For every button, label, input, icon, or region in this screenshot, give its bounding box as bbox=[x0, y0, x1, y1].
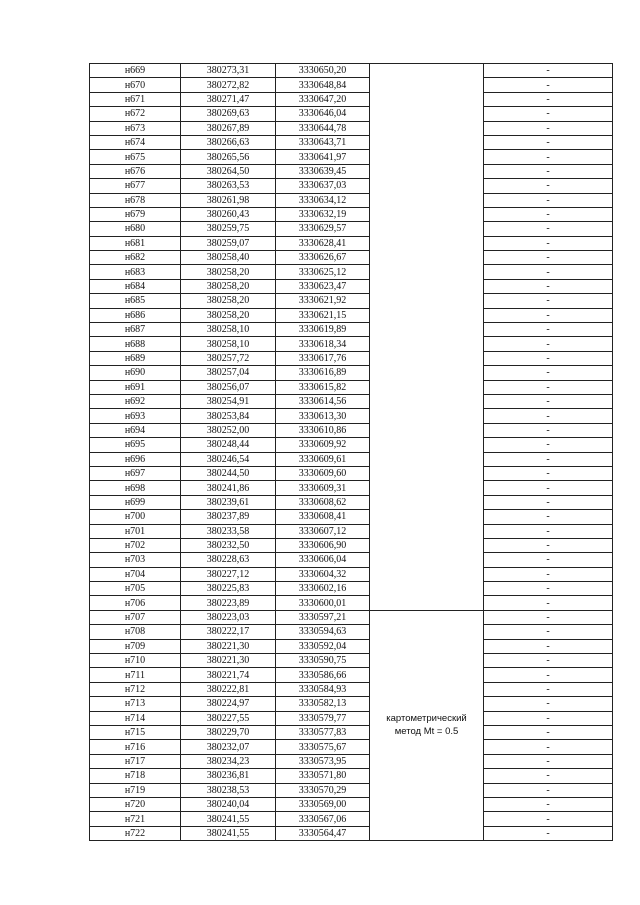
y-coordinate-cell: 3330575,67 bbox=[276, 740, 370, 754]
error-cell: - bbox=[484, 797, 613, 811]
error-cell: - bbox=[484, 567, 613, 581]
table-row bbox=[90, 251, 613, 265]
x-coordinate-cell: 380258,20 bbox=[181, 279, 276, 293]
y-coordinate-cell: 3330626,67 bbox=[276, 251, 370, 265]
x-coordinate-cell: 380224,97 bbox=[181, 697, 276, 711]
x-coordinate-cell: 380267,89 bbox=[181, 121, 276, 135]
point-name-cell: н717 bbox=[90, 754, 181, 768]
error-cell: - bbox=[484, 596, 613, 610]
y-coordinate-cell: 3330634,12 bbox=[276, 193, 370, 207]
y-coordinate-cell: 3330644,78 bbox=[276, 121, 370, 135]
method-cell bbox=[370, 610, 484, 840]
error-cell: - bbox=[484, 481, 613, 495]
point-name-cell: н701 bbox=[90, 524, 181, 538]
x-coordinate-cell: 380241,86 bbox=[181, 481, 276, 495]
point-name-cell: н722 bbox=[90, 826, 181, 840]
x-coordinate-cell: 380232,50 bbox=[181, 538, 276, 552]
table-row bbox=[90, 826, 613, 840]
point-name-cell: н697 bbox=[90, 466, 181, 480]
point-name-cell: н688 bbox=[90, 337, 181, 351]
y-coordinate-cell: 3330629,57 bbox=[276, 222, 370, 236]
error-cell: - bbox=[484, 711, 613, 725]
point-name-cell: н681 bbox=[90, 236, 181, 250]
y-coordinate-cell: 3330569,00 bbox=[276, 797, 370, 811]
y-coordinate-cell: 3330604,32 bbox=[276, 567, 370, 581]
point-name-cell: н682 bbox=[90, 251, 181, 265]
table-row bbox=[90, 337, 613, 351]
point-name-cell: н687 bbox=[90, 323, 181, 337]
y-coordinate-cell: 3330584,93 bbox=[276, 682, 370, 696]
y-coordinate-cell: 3330586,66 bbox=[276, 668, 370, 682]
error-cell: - bbox=[484, 740, 613, 754]
x-coordinate-cell: 380227,55 bbox=[181, 711, 276, 725]
x-coordinate-cell: 380228,63 bbox=[181, 553, 276, 567]
point-name-cell: н679 bbox=[90, 207, 181, 221]
table-row bbox=[90, 236, 613, 250]
x-coordinate-cell: 380254,91 bbox=[181, 394, 276, 408]
error-cell: - bbox=[484, 207, 613, 221]
x-coordinate-cell: 380256,07 bbox=[181, 380, 276, 394]
error-cell: - bbox=[484, 826, 613, 840]
y-coordinate-cell: 3330648,84 bbox=[276, 78, 370, 92]
y-coordinate-cell: 3330573,95 bbox=[276, 754, 370, 768]
point-name-cell: н691 bbox=[90, 380, 181, 394]
table-row bbox=[90, 610, 613, 624]
point-name-cell: н690 bbox=[90, 366, 181, 380]
point-name-cell: н684 bbox=[90, 279, 181, 293]
error-cell: - bbox=[484, 438, 613, 452]
y-coordinate-cell: 3330609,61 bbox=[276, 452, 370, 466]
point-name-cell: н716 bbox=[90, 740, 181, 754]
x-coordinate-cell: 380222,81 bbox=[181, 682, 276, 696]
x-coordinate-cell: 380227,12 bbox=[181, 567, 276, 581]
x-coordinate-cell: 380259,75 bbox=[181, 222, 276, 236]
y-coordinate-cell: 3330609,31 bbox=[276, 481, 370, 495]
error-cell: - bbox=[484, 222, 613, 236]
error-cell: - bbox=[484, 682, 613, 696]
point-name-cell: н715 bbox=[90, 725, 181, 739]
table-row bbox=[90, 740, 613, 754]
table-row bbox=[90, 279, 613, 293]
table-row bbox=[90, 797, 613, 811]
point-name-cell: н698 bbox=[90, 481, 181, 495]
coordinates-table-body bbox=[90, 64, 613, 841]
x-coordinate-cell: 380246,54 bbox=[181, 452, 276, 466]
error-cell: - bbox=[484, 294, 613, 308]
error-cell: - bbox=[484, 64, 613, 78]
table-row bbox=[90, 92, 613, 106]
error-cell: - bbox=[484, 279, 613, 293]
table-row bbox=[90, 466, 613, 480]
point-name-cell: н718 bbox=[90, 769, 181, 783]
error-cell: - bbox=[484, 366, 613, 380]
table-row bbox=[90, 207, 613, 221]
y-coordinate-cell: 3330577,83 bbox=[276, 725, 370, 739]
error-cell: - bbox=[484, 135, 613, 149]
x-coordinate-cell: 380261,98 bbox=[181, 193, 276, 207]
x-coordinate-cell: 380229,70 bbox=[181, 725, 276, 739]
table-row bbox=[90, 711, 613, 725]
table-row bbox=[90, 193, 613, 207]
error-cell: - bbox=[484, 452, 613, 466]
x-coordinate-cell: 380258,20 bbox=[181, 294, 276, 308]
x-coordinate-cell: 380221,30 bbox=[181, 654, 276, 668]
point-name-cell: н675 bbox=[90, 150, 181, 164]
point-name-cell: н721 bbox=[90, 812, 181, 826]
y-coordinate-cell: 3330621,92 bbox=[276, 294, 370, 308]
point-name-cell: н696 bbox=[90, 452, 181, 466]
error-cell: - bbox=[484, 265, 613, 279]
point-name-cell: н669 bbox=[90, 64, 181, 78]
x-coordinate-cell: 380225,83 bbox=[181, 582, 276, 596]
point-name-cell: н683 bbox=[90, 265, 181, 279]
table-row bbox=[90, 481, 613, 495]
error-cell: - bbox=[484, 754, 613, 768]
error-cell: - bbox=[484, 783, 613, 797]
table-row bbox=[90, 639, 613, 653]
y-coordinate-cell: 3330625,12 bbox=[276, 265, 370, 279]
error-cell: - bbox=[484, 510, 613, 524]
x-coordinate-cell: 380272,82 bbox=[181, 78, 276, 92]
point-name-cell: н677 bbox=[90, 179, 181, 193]
x-coordinate-cell: 380269,63 bbox=[181, 107, 276, 121]
y-coordinate-cell: 3330621,15 bbox=[276, 308, 370, 322]
point-name-cell: н702 bbox=[90, 538, 181, 552]
point-name-cell: н685 bbox=[90, 294, 181, 308]
error-cell: - bbox=[484, 107, 613, 121]
table-row bbox=[90, 121, 613, 135]
error-cell: - bbox=[484, 654, 613, 668]
point-name-cell: н712 bbox=[90, 682, 181, 696]
y-coordinate-cell: 3330613,30 bbox=[276, 409, 370, 423]
table-row bbox=[90, 323, 613, 337]
point-name-cell: н720 bbox=[90, 797, 181, 811]
error-cell: - bbox=[484, 337, 613, 351]
method-label-line2: метод Mt = 0.5 bbox=[394, 726, 459, 738]
x-coordinate-cell: 380241,55 bbox=[181, 826, 276, 840]
x-coordinate-cell: 380271,47 bbox=[181, 92, 276, 106]
x-coordinate-cell: 380252,00 bbox=[181, 423, 276, 437]
x-coordinate-cell: 380258,40 bbox=[181, 251, 276, 265]
error-cell: - bbox=[484, 538, 613, 552]
error-cell: - bbox=[484, 553, 613, 567]
point-name-cell: н710 bbox=[90, 654, 181, 668]
point-name-cell: н671 bbox=[90, 92, 181, 106]
table-row bbox=[90, 222, 613, 236]
y-coordinate-cell: 3330646,04 bbox=[276, 107, 370, 121]
error-cell: - bbox=[484, 725, 613, 739]
x-coordinate-cell: 380238,53 bbox=[181, 783, 276, 797]
x-coordinate-cell: 380239,61 bbox=[181, 495, 276, 509]
error-cell: - bbox=[484, 351, 613, 365]
y-coordinate-cell: 3330608,62 bbox=[276, 495, 370, 509]
table-row bbox=[90, 150, 613, 164]
y-coordinate-cell: 3330637,03 bbox=[276, 179, 370, 193]
error-cell: - bbox=[484, 466, 613, 480]
point-name-cell: н707 bbox=[90, 610, 181, 624]
y-coordinate-cell: 3330594,63 bbox=[276, 625, 370, 639]
x-coordinate-cell: 380258,20 bbox=[181, 265, 276, 279]
x-coordinate-cell: 380232,07 bbox=[181, 740, 276, 754]
table-row bbox=[90, 812, 613, 826]
y-coordinate-cell: 3330609,92 bbox=[276, 438, 370, 452]
y-coordinate-cell: 3330623,47 bbox=[276, 279, 370, 293]
y-coordinate-cell: 3330582,13 bbox=[276, 697, 370, 711]
x-coordinate-cell: 380273,31 bbox=[181, 64, 276, 78]
error-cell: - bbox=[484, 409, 613, 423]
y-coordinate-cell: 3330647,20 bbox=[276, 92, 370, 106]
y-coordinate-cell: 3330619,89 bbox=[276, 323, 370, 337]
y-coordinate-cell: 3330579,77 bbox=[276, 711, 370, 725]
x-coordinate-cell: 380237,89 bbox=[181, 510, 276, 524]
point-name-cell: н674 bbox=[90, 135, 181, 149]
y-coordinate-cell: 3330641,97 bbox=[276, 150, 370, 164]
y-coordinate-cell: 3330570,29 bbox=[276, 783, 370, 797]
error-cell: - bbox=[484, 164, 613, 178]
error-cell: - bbox=[484, 495, 613, 509]
point-name-cell: н714 bbox=[90, 711, 181, 725]
y-coordinate-cell: 3330615,82 bbox=[276, 380, 370, 394]
error-cell: - bbox=[484, 193, 613, 207]
x-coordinate-cell: 380223,89 bbox=[181, 596, 276, 610]
y-coordinate-cell: 3330600,01 bbox=[276, 596, 370, 610]
y-coordinate-cell: 3330650,20 bbox=[276, 64, 370, 78]
x-coordinate-cell: 380265,56 bbox=[181, 150, 276, 164]
error-cell: - bbox=[484, 610, 613, 624]
point-name-cell: н693 bbox=[90, 409, 181, 423]
y-coordinate-cell: 3330614,56 bbox=[276, 394, 370, 408]
table-row bbox=[90, 682, 613, 696]
error-cell: - bbox=[484, 524, 613, 538]
table-row bbox=[90, 294, 613, 308]
y-coordinate-cell: 3330628,41 bbox=[276, 236, 370, 250]
error-cell: - bbox=[484, 121, 613, 135]
error-cell: - bbox=[484, 697, 613, 711]
x-coordinate-cell: 380244,50 bbox=[181, 466, 276, 480]
table-row bbox=[90, 452, 613, 466]
y-coordinate-cell: 3330616,89 bbox=[276, 366, 370, 380]
table-row bbox=[90, 524, 613, 538]
table-row bbox=[90, 308, 613, 322]
point-name-cell: н700 bbox=[90, 510, 181, 524]
point-name-cell: н709 bbox=[90, 639, 181, 653]
error-cell: - bbox=[484, 92, 613, 106]
y-coordinate-cell: 3330610,86 bbox=[276, 423, 370, 437]
point-name-cell: н719 bbox=[90, 783, 181, 797]
point-name-cell: н672 bbox=[90, 107, 181, 121]
table-row bbox=[90, 380, 613, 394]
table-row bbox=[90, 409, 613, 423]
table-row bbox=[90, 769, 613, 783]
point-name-cell: н706 bbox=[90, 596, 181, 610]
point-name-cell: н692 bbox=[90, 394, 181, 408]
point-name-cell: н689 bbox=[90, 351, 181, 365]
point-name-cell: н711 bbox=[90, 668, 181, 682]
error-cell: - bbox=[484, 308, 613, 322]
table-row bbox=[90, 78, 613, 92]
table-row bbox=[90, 394, 613, 408]
y-coordinate-cell: 3330602,16 bbox=[276, 582, 370, 596]
x-coordinate-cell: 380258,20 bbox=[181, 308, 276, 322]
y-coordinate-cell: 3330643,71 bbox=[276, 135, 370, 149]
point-name-cell: н713 bbox=[90, 697, 181, 711]
table-row bbox=[90, 164, 613, 178]
x-coordinate-cell: 380248,44 bbox=[181, 438, 276, 452]
x-coordinate-cell: 380234,23 bbox=[181, 754, 276, 768]
y-coordinate-cell: 3330597,21 bbox=[276, 610, 370, 624]
point-name-cell: н708 bbox=[90, 625, 181, 639]
error-cell: - bbox=[484, 625, 613, 639]
x-coordinate-cell: 380258,10 bbox=[181, 323, 276, 337]
y-coordinate-cell: 3330606,90 bbox=[276, 538, 370, 552]
x-coordinate-cell: 380236,81 bbox=[181, 769, 276, 783]
error-cell: - bbox=[484, 251, 613, 265]
error-cell: - bbox=[484, 323, 613, 337]
table-row bbox=[90, 754, 613, 768]
y-coordinate-cell: 3330618,34 bbox=[276, 337, 370, 351]
error-cell: - bbox=[484, 179, 613, 193]
y-coordinate-cell: 3330608,41 bbox=[276, 510, 370, 524]
x-coordinate-cell: 380259,07 bbox=[181, 236, 276, 250]
point-name-cell: н705 bbox=[90, 582, 181, 596]
point-name-cell: н686 bbox=[90, 308, 181, 322]
x-coordinate-cell: 380221,30 bbox=[181, 639, 276, 653]
table-row bbox=[90, 64, 613, 78]
table-row bbox=[90, 625, 613, 639]
table-row bbox=[90, 567, 613, 581]
table-row bbox=[90, 423, 613, 437]
table-row bbox=[90, 668, 613, 682]
y-coordinate-cell: 3330607,12 bbox=[276, 524, 370, 538]
point-name-cell: н676 bbox=[90, 164, 181, 178]
y-coordinate-cell: 3330617,76 bbox=[276, 351, 370, 365]
x-coordinate-cell: 380233,58 bbox=[181, 524, 276, 538]
error-cell: - bbox=[484, 236, 613, 250]
x-coordinate-cell: 380260,43 bbox=[181, 207, 276, 221]
error-cell: - bbox=[484, 423, 613, 437]
x-coordinate-cell: 380266,63 bbox=[181, 135, 276, 149]
table-row bbox=[90, 538, 613, 552]
table-row bbox=[90, 553, 613, 567]
table-row bbox=[90, 495, 613, 509]
error-cell: - bbox=[484, 769, 613, 783]
y-coordinate-cell: 3330632,19 bbox=[276, 207, 370, 221]
table-row bbox=[90, 107, 613, 121]
table-row bbox=[90, 725, 613, 739]
table-row bbox=[90, 265, 613, 279]
x-coordinate-cell: 380240,04 bbox=[181, 797, 276, 811]
error-cell: - bbox=[484, 78, 613, 92]
error-cell: - bbox=[484, 812, 613, 826]
x-coordinate-cell: 380222,17 bbox=[181, 625, 276, 639]
coordinates-table bbox=[89, 63, 613, 841]
table-row bbox=[90, 596, 613, 610]
x-coordinate-cell: 380258,10 bbox=[181, 337, 276, 351]
point-name-cell: н703 bbox=[90, 553, 181, 567]
x-coordinate-cell: 380263,53 bbox=[181, 179, 276, 193]
point-name-cell: н670 bbox=[90, 78, 181, 92]
table-row bbox=[90, 179, 613, 193]
y-coordinate-cell: 3330571,80 bbox=[276, 769, 370, 783]
x-coordinate-cell: 380257,04 bbox=[181, 366, 276, 380]
x-coordinate-cell: 380253,84 bbox=[181, 409, 276, 423]
table-row bbox=[90, 366, 613, 380]
table-row bbox=[90, 582, 613, 596]
point-name-cell: н694 bbox=[90, 423, 181, 437]
table-row bbox=[90, 697, 613, 711]
table-row bbox=[90, 351, 613, 365]
x-coordinate-cell: 380257,72 bbox=[181, 351, 276, 365]
point-name-cell: н699 bbox=[90, 495, 181, 509]
error-cell: - bbox=[484, 380, 613, 394]
point-name-cell: н704 bbox=[90, 567, 181, 581]
point-name-cell: н673 bbox=[90, 121, 181, 135]
table-row bbox=[90, 783, 613, 797]
error-cell: - bbox=[484, 150, 613, 164]
y-coordinate-cell: 3330567,06 bbox=[276, 812, 370, 826]
table-row bbox=[90, 510, 613, 524]
x-coordinate-cell: 380223,03 bbox=[181, 610, 276, 624]
x-coordinate-cell: 380221,74 bbox=[181, 668, 276, 682]
point-name-cell: н695 bbox=[90, 438, 181, 452]
error-cell: - bbox=[484, 582, 613, 596]
x-coordinate-cell: 380264,50 bbox=[181, 164, 276, 178]
table-row bbox=[90, 438, 613, 452]
point-name-cell: н678 bbox=[90, 193, 181, 207]
x-coordinate-cell: 380241,55 bbox=[181, 812, 276, 826]
point-name-cell: н680 bbox=[90, 222, 181, 236]
y-coordinate-cell: 3330564,47 bbox=[276, 826, 370, 840]
method-cell bbox=[370, 64, 484, 611]
method-label-line1: картометрический bbox=[386, 713, 467, 725]
y-coordinate-cell: 3330639,45 bbox=[276, 164, 370, 178]
table-row bbox=[90, 654, 613, 668]
y-coordinate-cell: 3330606,04 bbox=[276, 553, 370, 567]
error-cell: - bbox=[484, 394, 613, 408]
table-row bbox=[90, 135, 613, 149]
error-cell: - bbox=[484, 668, 613, 682]
error-cell: - bbox=[484, 639, 613, 653]
y-coordinate-cell: 3330609,60 bbox=[276, 466, 370, 480]
y-coordinate-cell: 3330590,75 bbox=[276, 654, 370, 668]
y-coordinate-cell: 3330592,04 bbox=[276, 639, 370, 653]
